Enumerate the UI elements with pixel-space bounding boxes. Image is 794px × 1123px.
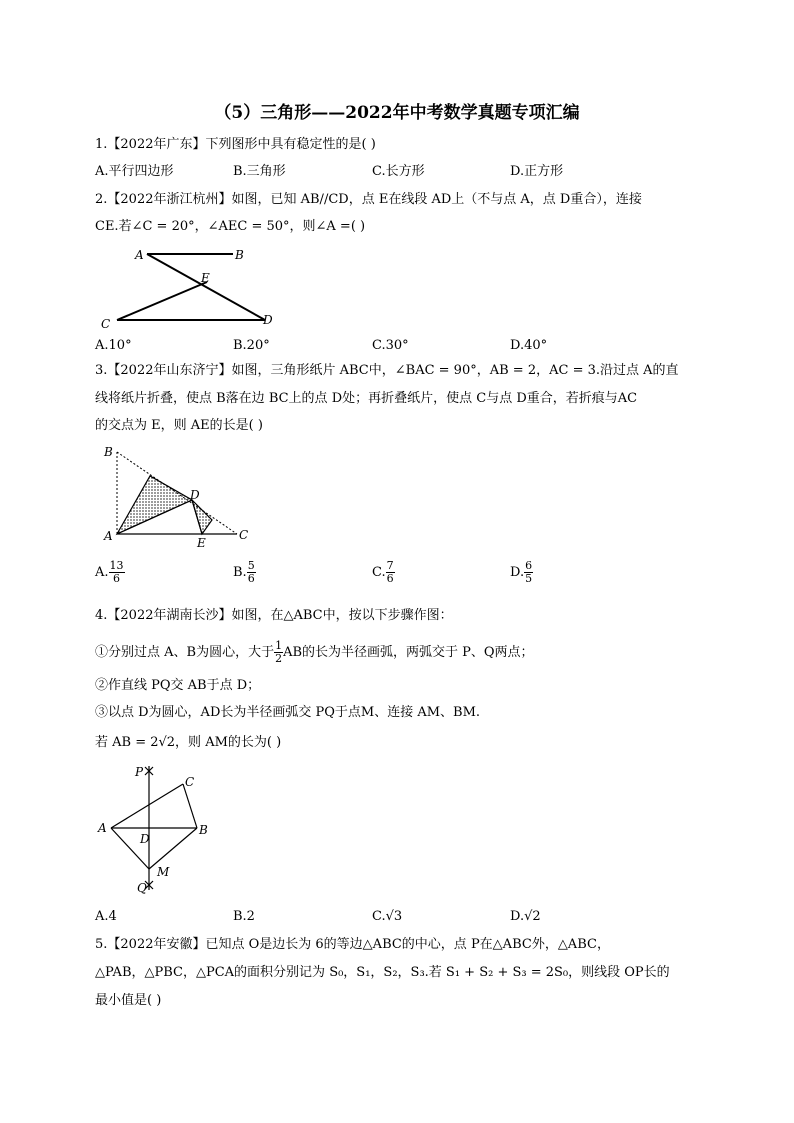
label-c: C <box>185 775 195 789</box>
label-c: C <box>101 317 111 331</box>
question-2-stem-line-2: CE.若∠C = 20°，∠AEC = 50°，则∠A =( ) <box>95 219 366 234</box>
question-3-figure <box>100 444 260 550</box>
question-4-option-c: C.√3 <box>372 909 403 924</box>
question-3-stem-line-1: 3.【2022年山东济宁】如图，三角形纸片 ABC中，∠BAC = 90°，AB = 2，AC = 3.沿过点 A的直 <box>95 363 679 378</box>
question-4-figure <box>95 762 225 897</box>
question-5-stem-line-3: 最小值是( ) <box>95 993 162 1008</box>
question-4-question: 若 AB = 2√2，则 AM的长为( ) <box>95 735 282 750</box>
label-b: B <box>199 823 208 837</box>
label-d: D <box>140 832 150 846</box>
question-4-step-3: ③以点 D为圆心，AD长为半径画弧交 PQ于点M、连接 AM、BM. <box>95 705 481 720</box>
question-3-option-a: A. $\frac{13}{6}$ <box>95 559 124 585</box>
question-2-stem-line-1: 2.【2022年浙江杭州】如图，已知 AB//CD，点 E在线段 AD上（不与点 A，点 D重合），连接 <box>95 192 642 207</box>
question-2-option-d: D.40° <box>510 338 548 353</box>
question-4-stem: 4.【2022年湖南长沙】如图，在△ABC中，按以下步骤作图： <box>95 608 453 623</box>
label-m: M <box>157 865 170 879</box>
question-4-step-2: ②作直线 PQ交 AB于点 D； <box>95 678 261 693</box>
label-e: E <box>197 536 206 550</box>
label-d: D <box>190 488 200 502</box>
question-5-stem-line-2: △PAB，△PBC，△PCA的面积分别记为 S₀，S₁，S₂，S₃.若 S₁ + S₂ + S₃ = 2S₀，则线段 OP长的 <box>95 965 670 980</box>
shaded-triangle-dec <box>192 500 212 534</box>
label-b: B <box>235 248 244 262</box>
segment-ac <box>111 784 183 828</box>
question-3-option-d: D. $\frac{6}{5}$ <box>510 559 533 585</box>
segment-ce <box>117 282 207 320</box>
label-c: C <box>239 528 249 542</box>
segment-cb <box>183 784 197 828</box>
question-1-option-a: A.平行四边形 <box>95 164 174 179</box>
question-1-option-b: B.三角形 <box>233 164 286 179</box>
question-1-option-d: D.正方形 <box>510 164 564 179</box>
label-a: A <box>135 248 144 262</box>
label-a: A <box>104 529 113 543</box>
question-2-option-c: C.30° <box>372 338 409 353</box>
question-4-option-b: B.2 <box>233 909 255 924</box>
label-a: A <box>98 821 107 835</box>
question-3-stem-line-2: 线将纸片折叠，使点 B落在边 BC上的点 D处；再折叠纸片，使点 C与点 D重合，若折痕与AC <box>95 391 638 406</box>
question-2-figure <box>95 244 295 334</box>
question-4-option-a: A.4 <box>95 909 117 924</box>
question-3-stem-line-3: 的交点为 E，则 AE的长是( ) <box>95 418 263 433</box>
question-3-option-c: C. $\frac{7}{6}$ <box>372 559 394 585</box>
page-title: （5）三角形——2022年中考数学真题专项汇编 <box>214 103 580 123</box>
question-3-option-b: B. $\frac{5}{6}$ <box>233 559 255 585</box>
question-2-option-a: A.10° <box>95 338 132 353</box>
question-4-option-d: D.√2 <box>510 909 541 924</box>
label-d: D <box>263 313 273 327</box>
question-1-stem: 1.【2022年广东】下列图形中具有稳定性的是( ) <box>95 137 376 152</box>
label-b: B <box>104 445 113 459</box>
question-5-stem-line-1: 5.【2022年安徽】已知点 O是边长为 6的等边△ABC的中心，点 P在△ABC外，△ABC， <box>95 937 610 952</box>
segment-bm <box>149 828 197 869</box>
label-e: E <box>201 271 210 285</box>
question-1-option-c: C.长方形 <box>372 164 425 179</box>
question-2-option-b: B.20° <box>233 338 270 353</box>
label-p: P <box>135 765 144 779</box>
question-4-step-1: ①分别过点 A、B为圆心，大于 $\frac{1}{2}$ AB的长为半径画弧，两弧交于 P、Q两点； <box>95 639 534 665</box>
segment-ad <box>147 254 265 320</box>
label-q: Q <box>137 881 147 895</box>
